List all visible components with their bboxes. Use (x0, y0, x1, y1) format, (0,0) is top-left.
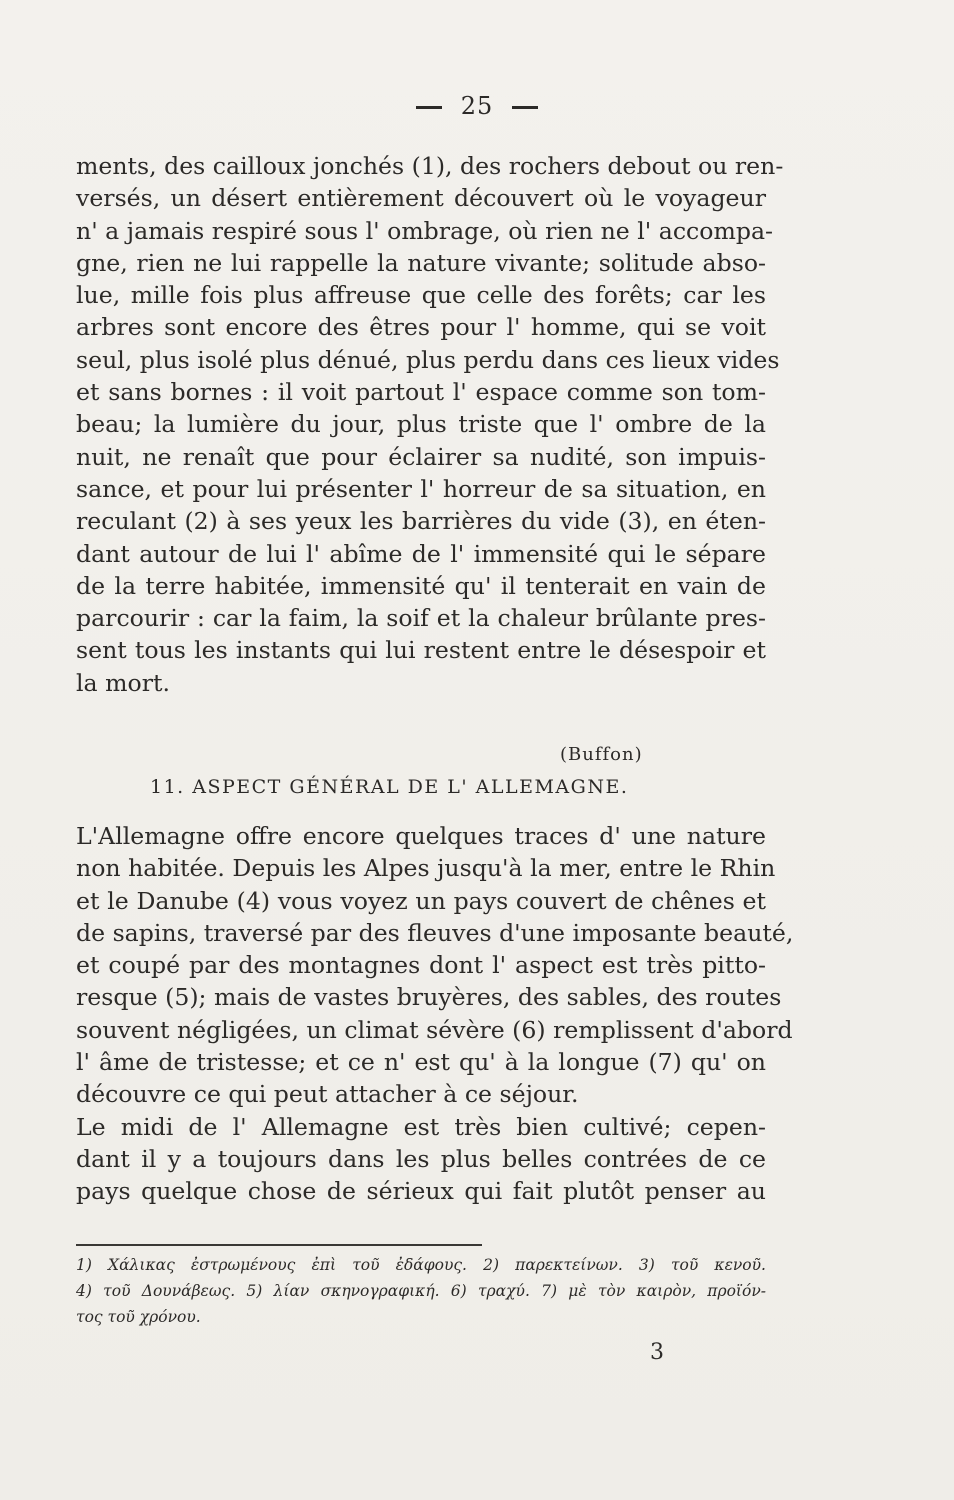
text-line: lue, mille fois plus affreuse que celle des forêts; car les (76, 281, 766, 310)
signature-mark: 3 (650, 1340, 664, 1365)
text-line: souvent négligées, un climat sévère (6) remplissent d'abord (76, 1015, 793, 1044)
section-title: 11. ASPECT GÉNÉRAL DE L' ALLEMAGNE. (150, 776, 629, 798)
text-line: Le midi de l' Allemagne est très bien cultivé; cepen- (76, 1112, 766, 1141)
page-number: 25 (460, 92, 494, 120)
header-dash-left (416, 106, 442, 109)
footnote-divider (76, 1244, 482, 1246)
footnotes (76, 1252, 766, 1330)
footnote-line: 1) Χάλικας ἐστρωμένους ἐπὶ τοῦ ἐδάφους. 2) παρεκτείνων. 3) τοῦ κενοῦ. (76, 1256, 766, 1274)
text-line: nuit, ne renaît que pour éclairer sa nudité, son impuis- (76, 442, 766, 471)
text-line: seul, plus isolé plus dénué, plus perdu dans ces lieux vides (76, 345, 780, 374)
text-line: et le Danube (4) vous voyez un pays couvert de chênes et (76, 886, 766, 915)
text-line: gne, rien ne lui rappelle la nature vivante; solitude abso- (76, 248, 766, 277)
text-line: découvre ce qui peut attacher à ce séjour. (76, 1080, 579, 1109)
text-line: l' âme de tristesse; et ce n' est qu' à la longue (7) qu' on (76, 1048, 766, 1077)
text-line: reculant (2) à ses yeux les barrières du vide (3), en éten- (76, 507, 766, 536)
text-line: arbres sont encore des êtres pour l' homme, qui se voit (76, 313, 766, 342)
text-line: de sapins, traversé par des fleuves d'une imposante beauté, (76, 918, 794, 947)
text-line: resque (5); mais de vastes bruyères, des sables, des routes (76, 983, 782, 1012)
text-line: la mort. (76, 668, 170, 697)
text-line: ments, des cailloux jonchés (1), des rochers debout ou ren- (76, 152, 784, 180)
header-dash-right (512, 106, 538, 109)
text-line: et sans bornes : il voit partout l' espace comme son tom- (76, 378, 766, 407)
text-line: n' a jamais respiré sous l' ombrage, où rien ne l' accompa- (76, 216, 773, 245)
text-line: sance, et pour lui présenter l' horreur de sa situation, en (76, 474, 766, 503)
text-line: versés, un désert entièrement découvert où le voyageur (76, 184, 766, 213)
text-line: dant autour de lui l' abîme de l' immensité qui le sépare (76, 539, 766, 568)
page-header (0, 92, 954, 120)
text-line: parcourir : car la faim, la soif et la chaleur brûlante pres- (76, 604, 766, 633)
text-line: de la terre habitée, immensité qu' il tenterait en vain de (76, 571, 766, 600)
text-line: pays quelque chose de sérieux qui fait plutôt penser au (76, 1177, 766, 1206)
text-line: L'Allemagne offre encore quelques traces d' une nature (76, 822, 766, 850)
text-line: sent tous les instants qui lui restent entre le désespoir et (76, 636, 766, 665)
footnote-line: τος τοῦ χρόνου. (76, 1308, 201, 1326)
footnote-line: 4) τοῦ Δουνάβεως. 5) λίαν σκηνογραφική. 6) τραχύ. 7) μὲ τὸν καιρὸν, προϊόν- (76, 1282, 766, 1300)
author-signature: (Buffon) (560, 744, 643, 765)
paragraph-2-3 (76, 820, 794, 1208)
text-line: dant il y a toujours dans les plus belles contrées de ce (76, 1144, 766, 1173)
paragraph-1 (76, 150, 784, 699)
text-line: beau; la lumière du jour, plus triste que l' ombre de la (76, 410, 766, 439)
text-line: non habitée. Depuis les Alpes jusqu'à la mer, entre le Rhin (76, 854, 776, 883)
text-line: et coupé par des montagnes dont l' aspect est très pitto- (76, 951, 766, 980)
